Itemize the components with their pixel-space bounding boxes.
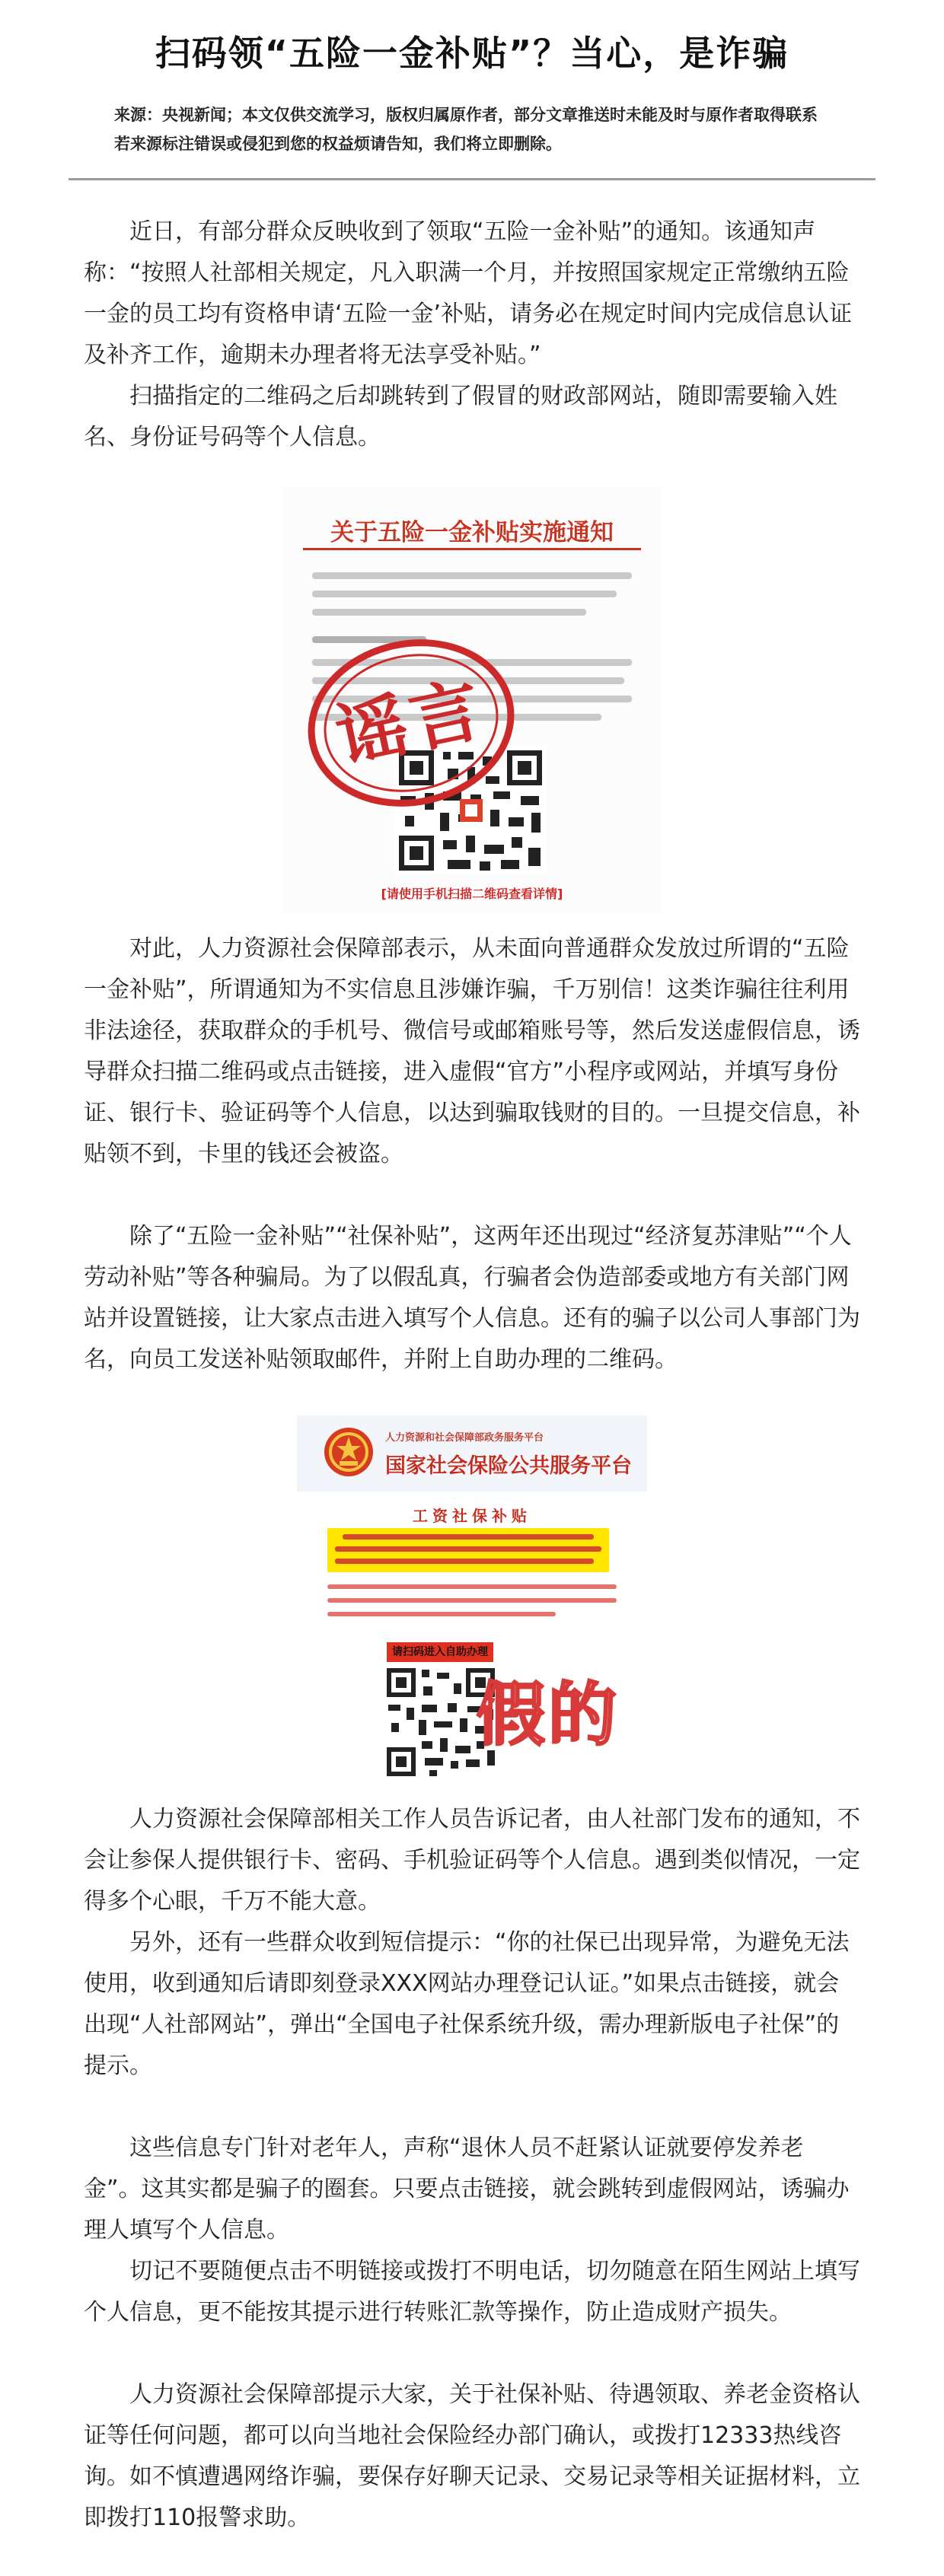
subsidy-heading: 工资社保补贴 [413,1507,531,1525]
source-note: 来源：央视新闻；本文仅供交流学习，版权归属原作者，部分文章推送时未能及时与原作者取得联系若来源标注错误或侵犯到您的权益烦请告知，我们将立即删除。 [114,106,818,153]
paragraph-3: 对此，人力资源社会保障部表示，从未面向普通群众发放过所谓的“五险一金补贴”，所谓通知为不实信息且涉嫌诈骗，千万别信！这类诈骗往往利用非法途径，获取群众的手机号、微信号或邮箱账号等，然后发送虚假信息，诱导群众扫描二维码或点击链接，进入虚假“官方”小程序或网站，并填写身份证、银行卡、验证码等个人信息，以达到骗取钱财的目的。一旦提交信息，补贴领不到，卡里的钱还会被盗。 [84,935,860,1167]
benefit-text-line [327,1612,556,1616]
national-emblem-icon [323,1426,375,1478]
fake-notice-image [282,487,662,913]
paragraph-1: 近日，有部分群众反映收到了领取“五险一金补贴”的通知。该通知声称：“按照人社部相关规定，凡入职满一个月，并按照国家规定正常缴纳五险一金的员工均有资格申请‘五险一金’补贴，请务必在规定时间内完成信息认证及补齐工作，逾期未办理者将无法享受补贴。” [84,218,853,368]
rumor-stamp [297,632,525,817]
notice-text-line [343,1534,594,1540]
platform-name: 国家社会保险公共服务平台 [385,1454,632,1478]
notice-title-underline [303,548,641,550]
benefit-text-line [327,1598,617,1603]
platform-org-line: 人力资源和社会保障部政务服务平台 [385,1432,544,1444]
highlight-notice-box [327,1528,609,1572]
paragraph-7: 这些信息专门针对老年人，声称“退休人员不赶紧认证就要停发养老金”。这其实都是骗子的圈套。只要点击链接，就会跳转到虚假网站，诱骗办理人填写个人信息。 [84,2135,850,2243]
fake-overlay-text: 假的 [477,1675,620,1755]
blurred-text-line [312,591,617,597]
notice-text-line [335,1546,601,1552]
paragraph-8: 切记不要随便点击不明链接或拨打不明电话，切勿随意在陌生网站上填写个人信息，更不能按其提示进行转账汇款等操作，防止造成财产损失。 [84,2258,860,2326]
qr-scan-hint: [请使用手机扫描二维码查看详情] [381,887,563,901]
benefit-text-line [327,1584,617,1589]
paragraph-4: 除了“五险一金补贴”“社保补贴”，这两年还出现过“经济复苏津贴”“个人劳动补贴”等各种骗局。为了以假乱真，行骗者会伪造部委或地方有关部门网站并设置链接，让大家点击进入填写个人信息。还有的骗子以公司人事部门为名，向员工发送补贴领取邮件，并附上自助办理的二维码。 [84,1223,860,1373]
paragraph-6: 另外，还有一些群众收到短信提示：“你的社保已出现异常，为避免无法使用，收到通知后请即刻登录XXX网站办理登记认证。”如果点击链接，就会出现“人社部网站”，弹出“全国电子社保系统升级，需办理新版电子社保”的提示。 [84,1929,850,2079]
blurred-text-line [312,572,632,579]
notice-text-line [335,1559,594,1564]
paragraph-9: 人力资源社会保障部提示大家，关于社保补贴、待遇领取、养老金资格认证等任何问题，都可以向当地社会保险经办部门确认，或拨打12333热线咨询。如不慎遭遇网络诈骗，要保存好聊天记录、交易记录等相关证据材料，立即拨打110报警求助。 [84,2381,860,2531]
title-divider [69,178,875,180]
qr-self-service-label: 请扫码进入自助办理 [387,1642,493,1662]
fake-platform-image [297,1415,647,1781]
paragraph-5: 人力资源社会保障部相关工作人员告诉记者，由人社部门发布的通知，不会让参保人提供银行卡、密码、手机验证码等个人信息。遇到类似情况，一定得多个心眼，千万不能大意。 [84,1806,860,1915]
article-title: 扫码领“五险一金补贴”？当心，是诈骗 [155,33,789,74]
stamp-text: 谣言 [329,667,493,779]
blurred-text-line [312,609,586,616]
paragraph-2: 扫描指定的二维码之后却跳转到了假冒的财政部网站，随即需要输入姓名、身份证号码等个人信息。 [84,383,837,451]
notice-title: 关于五险一金补贴实施通知 [330,519,614,546]
